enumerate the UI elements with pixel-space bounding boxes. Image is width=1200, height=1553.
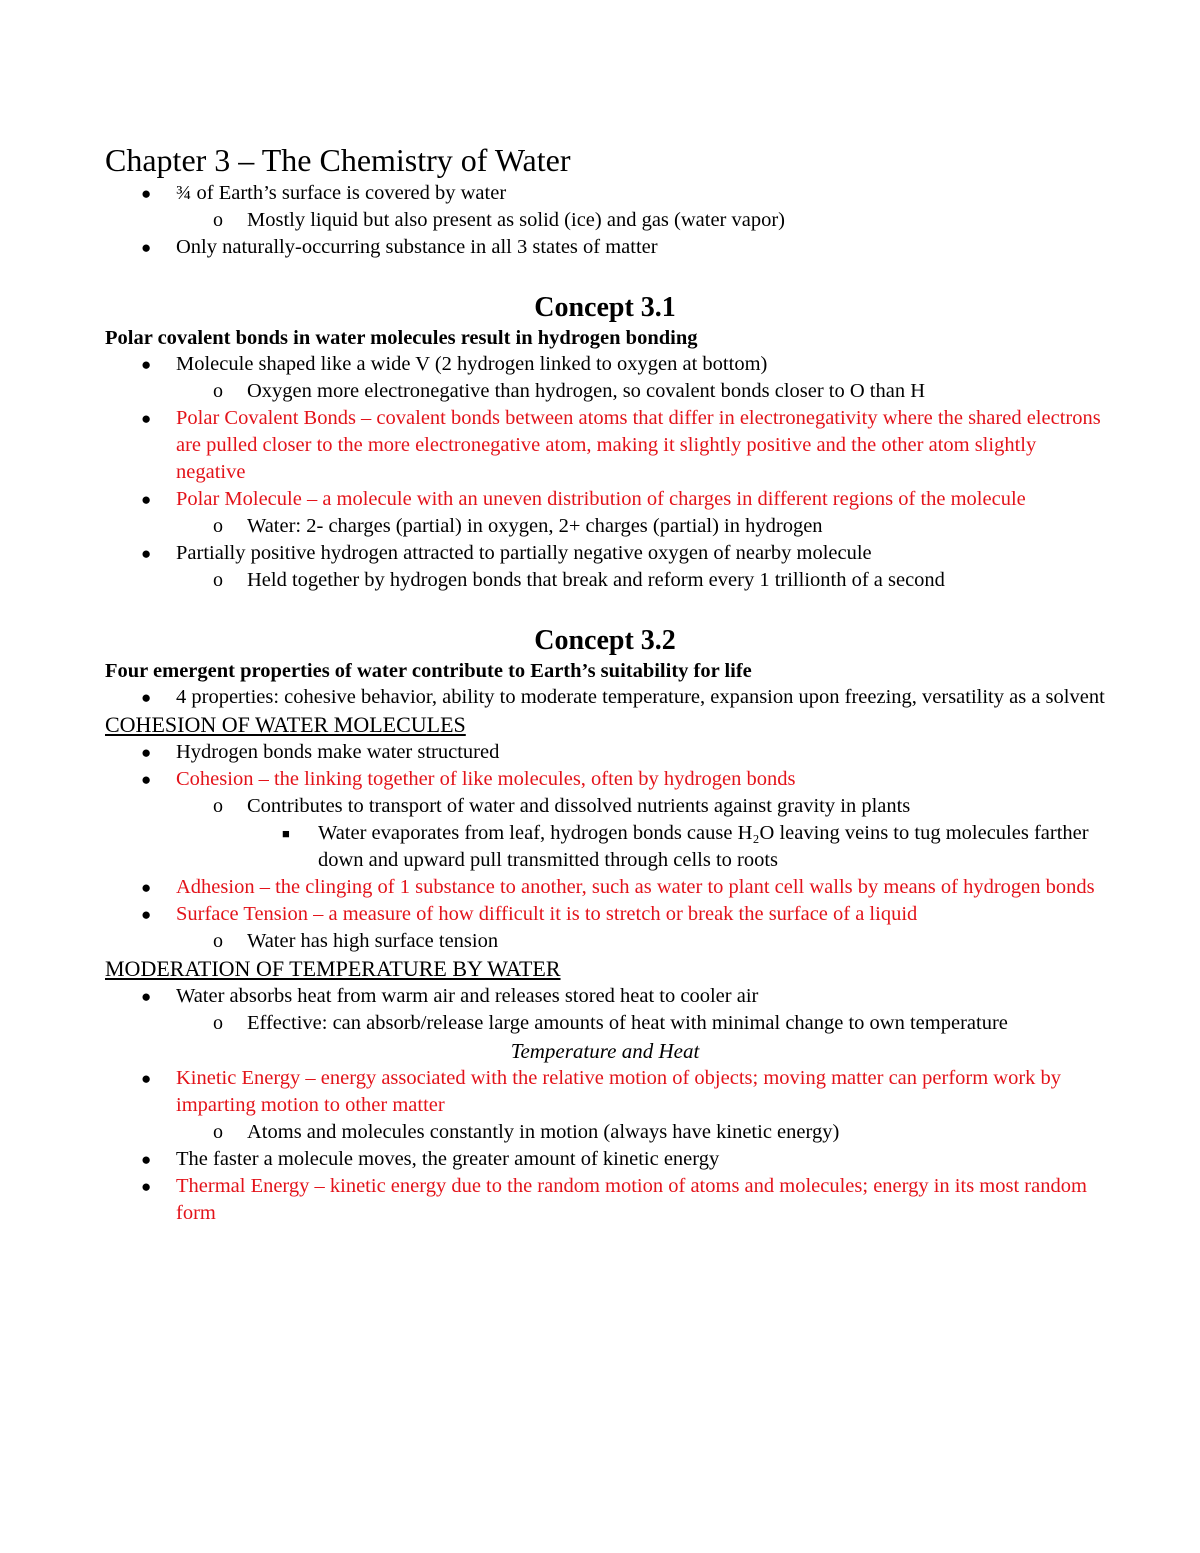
bullet-icon: ● xyxy=(141,987,152,1006)
list-item: ● Partially positive hydrogen attracted to partially negative oxygen of nearby molecule xyxy=(105,540,1105,567)
circle-bullet-icon: o xyxy=(213,569,223,591)
list-item: o Effective: can absorb/release large amounts of heat with minimal change to own temperature xyxy=(105,1010,1105,1037)
list-item: ● Hydrogen bonds make water structured xyxy=(105,739,1105,766)
circle-bullet-icon: o xyxy=(213,795,223,817)
list-item: ● 4 properties: cohesive behavior, ability to moderate temperature, expansion upon freezing, versatility as a solvent xyxy=(105,684,1105,711)
bullet-icon: ● xyxy=(141,544,152,563)
circle-bullet-icon: o xyxy=(213,930,223,952)
definition-item: ● Adhesion – the clinging of 1 substance to another, such as water to plant cell walls by means of hydrogen bonds xyxy=(105,874,1105,901)
moderation-section-heading: MODERATION OF TEMPERATURE BY WATER xyxy=(105,956,561,981)
bullet-icon: ● xyxy=(141,905,152,924)
list-item: o Atoms and molecules constantly in motion (always have kinetic energy) xyxy=(105,1119,1105,1146)
bullet-icon: ● xyxy=(141,355,152,374)
page-title: Chapter 3 – The Chemistry of Water xyxy=(105,142,571,178)
spacer xyxy=(105,261,1105,291)
list-item: o Water has high surface tension xyxy=(105,928,1105,955)
list-item: o Mostly liquid but also present as solid (ice) and gas (water vapor) xyxy=(105,207,1105,234)
circle-bullet-icon: o xyxy=(213,209,223,231)
concept-3-2-heading: Concept 3.2 xyxy=(534,625,676,656)
bullet-icon: ● xyxy=(141,688,152,707)
bullet-icon: ● xyxy=(141,743,152,762)
concept-3-2-subheading: Four emergent properties of water contribute to Earth’s suitability for life xyxy=(105,660,752,682)
definition-item: ● Polar Covalent Bonds – covalent bonds between atoms that differ in electronegativity where the shared electrons are pulled closer to the more electronegative atom, making it slightly positive and the other atom slightly negative xyxy=(141,407,1101,483)
concept-3-1-subheading: Polar covalent bonds in water molecules result in hydrogen bonding xyxy=(105,327,698,349)
list-item: ● Molecule shaped like a wide V (2 hydrogen linked to oxygen at bottom) xyxy=(105,351,1105,378)
square-bullet-icon: ■ xyxy=(282,826,290,841)
cohesion-section-heading: COHESION OF WATER MOLECULES xyxy=(105,712,466,737)
circle-bullet-icon: o xyxy=(213,1012,223,1034)
bullet-icon: ● xyxy=(141,184,152,203)
bullet-icon: ● xyxy=(141,490,152,509)
bullet-icon: ● xyxy=(141,1150,152,1169)
definition-item: ● Thermal Energy – kinetic energy due to the random motion of atoms and molecules; energy in its most random form xyxy=(141,1175,1087,1224)
definition-item: ● Surface Tension – a measure of how difficult it is to stretch or break the surface of a liquid xyxy=(105,901,1105,928)
concept-3-1-heading: Concept 3.1 xyxy=(534,292,676,323)
circle-bullet-icon: o xyxy=(213,380,223,402)
list-item: o Oxygen more electronegative than hydrogen, so covalent bonds closer to O than H xyxy=(105,378,1105,405)
list-item: o Held together by hydrogen bonds that break and reform every 1 trillionth of a second xyxy=(105,567,1105,594)
list-item: o Water: 2- charges (partial) in oxygen, 2+ charges (partial) in hydrogen xyxy=(105,513,1105,540)
bullet-icon: ● xyxy=(141,878,152,897)
circle-bullet-icon: o xyxy=(213,1121,223,1143)
spacer xyxy=(105,594,1105,624)
list-item: o Contributes to transport of water and dissolved nutrients against gravity in plants xyxy=(105,793,1105,820)
document-content xyxy=(105,140,1105,1227)
bullet-icon: ● xyxy=(141,1177,152,1196)
list-item: ■ Water evaporates from leaf, hydrogen bonds cause H₂O leaving veins to tug molecules farther down and upward pull transmitted through cells to roots xyxy=(282,822,1089,871)
bullet-icon: ● xyxy=(141,409,152,428)
definition-item: ● Kinetic Energy – energy associated with the relative motion of objects; moving matter can perform work by imparting motion to other matter xyxy=(141,1067,1062,1116)
list-item: ● Water absorbs heat from warm air and releases stored heat to cooler air xyxy=(105,983,1105,1010)
bullet-icon: ● xyxy=(141,1069,152,1088)
bullet-icon: ● xyxy=(141,770,152,789)
list-item: ● Only naturally-occurring substance in all 3 states of matter xyxy=(105,234,1105,261)
definition-item: ● Polar Molecule – a molecule with an uneven distribution of charges in different regions of the molecule xyxy=(105,486,1105,513)
definition-item: ● Cohesion – the linking together of like molecules, often by hydrogen bonds xyxy=(105,766,1105,793)
circle-bullet-icon: o xyxy=(213,515,223,537)
list-item: ● The faster a molecule moves, the greater amount of kinetic energy xyxy=(105,1146,1105,1173)
temperature-heat-subheading: Temperature and Heat xyxy=(510,1039,700,1063)
bullet-icon: ● xyxy=(141,238,152,257)
list-item: ● ¾ of Earth’s surface is covered by water xyxy=(105,180,1105,207)
